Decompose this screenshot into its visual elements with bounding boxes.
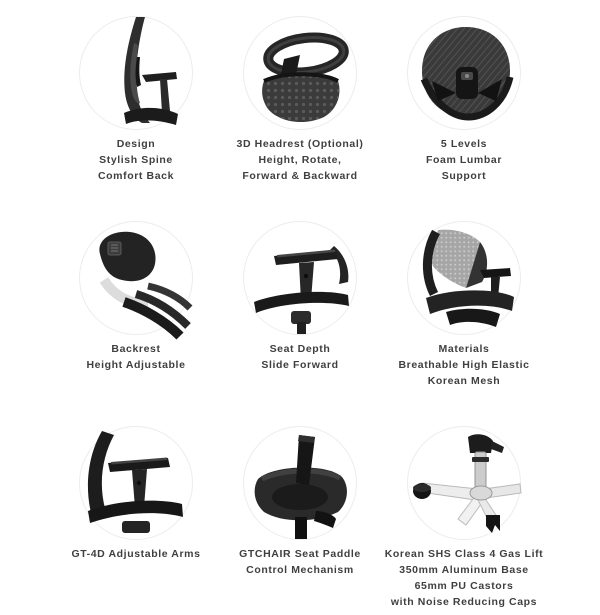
caption-line: Backrest [111,343,161,355]
caption-design [98,136,174,184]
feature-card-materials [382,221,546,410]
materials-illustration [408,222,520,334]
caption-line: Seat Depth [269,343,331,355]
feature-card-arms [54,426,218,615]
headrest-illustration [244,17,356,129]
caption-line: Comfort Back [97,170,175,182]
feature-card-lumbar [382,16,546,205]
seat-depth-illustration [244,222,356,334]
gas-lift-base-photo [407,426,521,540]
caption-seat-depth [261,341,338,373]
caption-line: GTCHAIR Seat Paddle [239,548,361,560]
feature-card-paddle [218,426,382,615]
caption-line: Stylish Spine [99,154,173,166]
caption-materials [398,341,529,389]
caption-line: GT-4D Adjustable Arms [71,548,201,560]
feature-card-headrest [218,16,382,205]
spine-back-photo [79,16,193,130]
caption-paddle [239,546,361,578]
backrest-photo [79,221,193,335]
caption-line: Korean Mesh [427,375,501,387]
caption-line: Support [441,170,487,182]
caption-line: Height Adjustable [86,359,186,371]
headrest-photo [243,16,357,130]
caption-base [385,546,544,610]
adjustable-arms-photo [79,426,193,540]
caption-line: 65mm PU Castors [414,580,514,592]
paddle-illustration [244,427,356,539]
caption-line: Height, Rotate, [258,154,342,166]
caption-line: 3D Headrest (Optional) [236,138,364,150]
caption-line: Control Mechanism [246,564,354,576]
caption-line: Materials [438,343,490,355]
arms-illustration [80,427,192,539]
caption-line: Design [116,138,156,150]
lumbar-support-photo [407,16,521,130]
feature-row-1 [0,0,600,205]
caption-line: Foam Lumbar [425,154,503,166]
caption-line: 350mm Aluminum Base [399,564,529,576]
backrest-illustration [80,222,192,334]
caption-arms [71,546,200,562]
caption-line: 5 Levels [440,138,488,150]
lumbar-illustration [408,17,520,129]
caption-line: Korean SHS Class 4 Gas Lift [384,548,544,560]
feature-card-seat-depth [218,221,382,410]
base-illustration [408,427,520,539]
caption-lumbar [426,136,502,184]
seat-depth-photo [243,221,357,335]
caption-line: Slide Forward [261,359,339,371]
feature-row-2 [0,205,600,410]
mesh-material-photo [407,221,521,335]
caption-line: Forward & Backward [242,170,358,182]
caption-line: with Noise Reducing Caps [390,596,538,608]
caption-line: Breathable High Elastic [398,359,530,371]
feature-card-design [54,16,218,205]
spine-back-illustration [80,17,192,129]
caption-headrest [237,136,364,184]
paddle-control-photo [243,426,357,540]
feature-card-backrest [54,221,218,410]
feature-row-3 [0,410,600,615]
feature-card-base [382,426,546,615]
caption-backrest [86,341,185,373]
